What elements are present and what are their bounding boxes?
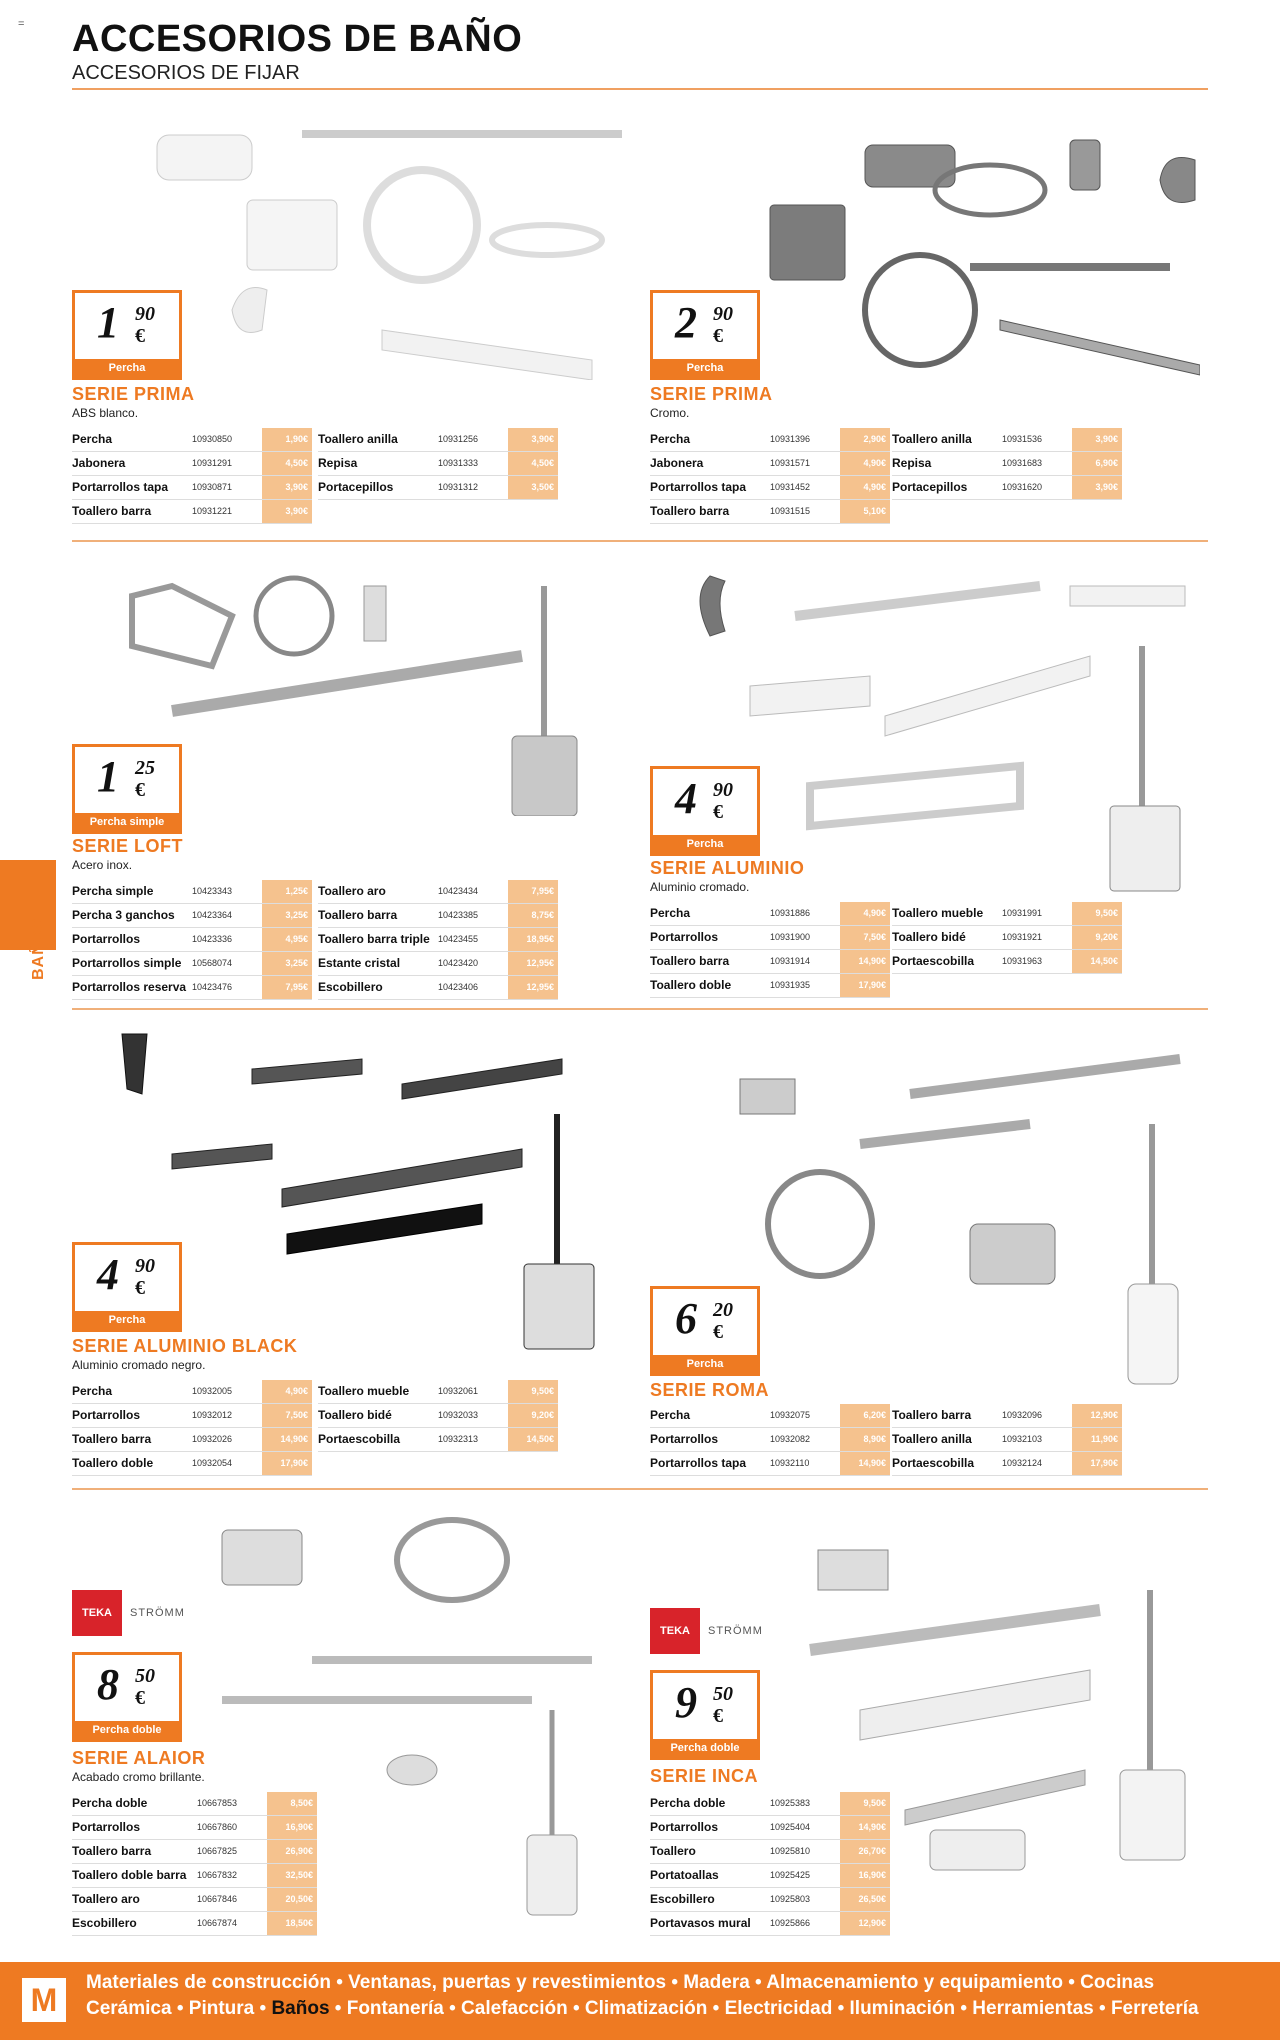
product-price: 4,50€ [508, 452, 558, 476]
product-code: 10423455 [438, 928, 508, 952]
price-tag [72, 1652, 182, 1742]
product-price: 4,50€ [262, 452, 312, 476]
product-price: 26,70€ [840, 1840, 890, 1864]
page-subtitle: ACCESORIOS DE FIJAR [72, 62, 300, 84]
product-price: 3,90€ [508, 428, 558, 452]
product-price: 8,75€ [508, 904, 558, 928]
product-table [72, 428, 312, 524]
serie-title: SERIE PRIMA [650, 384, 773, 404]
product-price: 12,95€ [508, 952, 558, 976]
product-code: 10931921 [1002, 926, 1072, 950]
product-price: 3,90€ [262, 500, 312, 524]
product-name: Portavasos mural [650, 1912, 770, 1936]
product-name: Portarrollos [72, 928, 192, 952]
product-price: 16,90€ [840, 1864, 890, 1888]
product-code: 10931256 [438, 428, 508, 452]
product-price: 11,90€ [1072, 1428, 1122, 1452]
product-code: 10932033 [438, 1404, 508, 1428]
footer-category-active: Baños [271, 1998, 330, 2019]
product-price: 9,20€ [1072, 926, 1122, 950]
product-price: 3,50€ [508, 476, 558, 500]
product-name: Toallero doble [72, 1452, 192, 1476]
product-code: 10423336 [192, 928, 262, 952]
product-code: 10931620 [1002, 476, 1072, 500]
product-table [650, 1792, 890, 1936]
product-code: 10925425 [770, 1864, 840, 1888]
product-name: Toallero doble barra [72, 1864, 197, 1888]
product-price: 8,90€ [840, 1428, 890, 1452]
product-name: Percha [650, 1404, 770, 1428]
product-table [318, 880, 558, 1000]
product-name: Jabonera [72, 452, 192, 476]
product-code: 10423343 [192, 880, 262, 904]
price-currency: € [713, 1705, 723, 1727]
product-price: 17,90€ [262, 1452, 312, 1476]
product-table [650, 1404, 890, 1476]
price-cents: 20 [713, 1299, 733, 1321]
price-label: Percha [75, 1311, 179, 1329]
product-code: 10931914 [770, 950, 840, 974]
section-divider [72, 540, 1208, 542]
product-name: Percha [72, 1380, 192, 1404]
section-divider [72, 1488, 1208, 1490]
product-price: 26,90€ [267, 1840, 317, 1864]
product-table [72, 1380, 312, 1476]
product-code: 10931935 [770, 974, 840, 998]
product-code: 10932096 [1002, 1404, 1072, 1428]
product-name: Percha doble [72, 1792, 197, 1816]
product-name: Jabonera [650, 452, 770, 476]
product-name: Portarrollos [72, 1404, 192, 1428]
product-name: Portarrollos [650, 1816, 770, 1840]
serie-title: SERIE INCA [650, 1766, 759, 1786]
product-name: Toallero barra [72, 1840, 197, 1864]
price-cents: 50 [135, 1665, 155, 1687]
price-cents: 90 [713, 779, 733, 801]
serie-title: SERIE LOFT [72, 836, 184, 856]
product-price: 8,50€ [267, 1792, 317, 1816]
product-section-aluminio-black [72, 1024, 622, 1484]
header-divider [72, 88, 1208, 90]
serie-description: Cromo. [650, 406, 690, 420]
product-code: 10423364 [192, 904, 262, 928]
product-code: 10931886 [770, 902, 840, 926]
product-section-alaior [72, 1500, 622, 1950]
product-price: 4,95€ [262, 928, 312, 952]
product-name: Toallero aro [72, 1888, 197, 1912]
product-section-roma [650, 1024, 1200, 1484]
product-code: 10931312 [438, 476, 508, 500]
product-price: 16,90€ [267, 1816, 317, 1840]
price-integer: 1 [97, 298, 119, 347]
product-name: Toallero mueble [318, 1380, 438, 1404]
product-price: 26,50€ [840, 1888, 890, 1912]
product-name: Percha [650, 902, 770, 926]
price-currency: € [713, 1321, 723, 1343]
product-code: 10925810 [770, 1840, 840, 1864]
price-integer: 2 [675, 298, 697, 347]
product-code: 10423385 [438, 904, 508, 928]
product-price: 17,90€ [1072, 1452, 1122, 1476]
product-name: Toallero anilla [318, 428, 438, 452]
product-table [72, 880, 312, 1000]
product-code: 10931396 [770, 428, 840, 452]
price-label: Percha doble [653, 1739, 757, 1757]
serie-title: SERIE ALUMINIO BLACK [72, 1336, 298, 1356]
product-code: 10931452 [770, 476, 840, 500]
product-name: Escobillero [650, 1888, 770, 1912]
product-price: 9,50€ [840, 1792, 890, 1816]
product-name: Percha simple [72, 880, 192, 904]
serie-title: SERIE ALAIOR [72, 1748, 206, 1768]
price-currency: € [135, 779, 145, 801]
product-price: 14,90€ [840, 1816, 890, 1840]
price-label: Percha [653, 1355, 757, 1373]
product-name: Escobillero [72, 1912, 197, 1936]
price-cents: 90 [135, 303, 155, 325]
product-name: Toallero barra [650, 500, 770, 524]
product-price: 18,95€ [508, 928, 558, 952]
product-code: 10932313 [438, 1428, 508, 1452]
product-table [892, 902, 1122, 974]
product-name: Toallero barra [318, 904, 438, 928]
product-name: Portacepillos [318, 476, 438, 500]
product-code: 10932082 [770, 1428, 840, 1452]
footer-categories-line2 [86, 1998, 1199, 2020]
product-name: Toallero barra triple [318, 928, 438, 952]
teka-logo: TEKA [72, 1590, 122, 1636]
price-cents: 90 [135, 1255, 155, 1277]
product-name: Percha [650, 428, 770, 452]
product-table [892, 428, 1122, 500]
price-currency: € [135, 1277, 145, 1299]
price-integer: 9 [675, 1678, 697, 1727]
product-name: Portarrollos [650, 1428, 770, 1452]
serie-title: SERIE ROMA [650, 1380, 770, 1400]
section-divider [72, 1008, 1208, 1010]
product-code: 10931291 [192, 452, 262, 476]
product-table [318, 428, 558, 500]
product-name: Toallero aro [318, 880, 438, 904]
price-integer: 6 [675, 1294, 697, 1343]
product-name: Portaescobilla [892, 950, 1002, 974]
product-code: 10932110 [770, 1452, 840, 1476]
price-currency: € [713, 801, 723, 823]
product-code: 10932061 [438, 1380, 508, 1404]
page-title: ACCESORIOS DE BAÑO [72, 18, 523, 60]
product-section-prima-white [72, 110, 622, 530]
product-code: 10667853 [197, 1792, 267, 1816]
product-price: 7,50€ [840, 926, 890, 950]
product-price: 3,25€ [262, 904, 312, 928]
stromm-logo: STRÖMM [708, 1625, 763, 1637]
product-name: Repisa [318, 452, 438, 476]
product-code: 10931515 [770, 500, 840, 524]
product-code: 10931900 [770, 926, 840, 950]
product-name: Toallero bidé [892, 926, 1002, 950]
serie-description: Aluminio cromado negro. [72, 1358, 206, 1372]
product-name: Portarrollos [72, 1816, 197, 1840]
product-code: 10423420 [438, 952, 508, 976]
teka-logo: TEKA [650, 1608, 700, 1654]
price-tag [650, 290, 760, 380]
serie-description: Acabado cromo brillante. [72, 1770, 205, 1784]
product-code: 10667832 [197, 1864, 267, 1888]
product-price: 18,50€ [267, 1912, 317, 1936]
product-name: Portarrollos simple [72, 952, 192, 976]
product-price: 4,90€ [840, 452, 890, 476]
product-price: 5,10€ [840, 500, 890, 524]
product-code: 10931221 [192, 500, 262, 524]
page-marker: = [18, 18, 25, 30]
product-price: 12,90€ [1072, 1404, 1122, 1428]
brand-logo [72, 1590, 185, 1636]
serie-description: ABS blanco. [72, 406, 139, 420]
brand-logo-m: M [22, 1978, 66, 2022]
product-name: Portatoallas [650, 1864, 770, 1888]
product-name: Toallero barra [72, 500, 192, 524]
price-tag [650, 766, 760, 856]
product-table [650, 428, 890, 524]
product-name: Toallero bidé [318, 1404, 438, 1428]
product-name: Toallero anilla [892, 428, 1002, 452]
product-code: 10925404 [770, 1816, 840, 1840]
serie-title: SERIE PRIMA [72, 384, 195, 404]
product-code: 10931683 [1002, 452, 1072, 476]
product-price: 3,25€ [262, 952, 312, 976]
footer-categories-post: • Fontanería • Calefacción • Climatización • Electricidad • Iluminación • Herramientas • Ferretería [329, 1998, 1199, 2019]
product-price: 9,50€ [1072, 902, 1122, 926]
product-name: Toallero barra [650, 950, 770, 974]
product-price: 6,90€ [1072, 452, 1122, 476]
product-name: Toallero doble [650, 974, 770, 998]
product-code: 10932012 [192, 1404, 262, 1428]
product-price: 9,20€ [508, 1404, 558, 1428]
price-currency: € [713, 325, 723, 347]
price-integer: 8 [97, 1660, 119, 1709]
product-code: 10667860 [197, 1816, 267, 1840]
product-code: 10932005 [192, 1380, 262, 1404]
product-code: 10925866 [770, 1912, 840, 1936]
product-name: Percha doble [650, 1792, 770, 1816]
price-currency: € [135, 325, 145, 347]
price-tag [650, 1286, 760, 1376]
price-tag [650, 1670, 760, 1760]
product-code: 10667846 [197, 1888, 267, 1912]
product-price: 17,90€ [840, 974, 890, 998]
brand-logo [650, 1608, 763, 1654]
price-tag [72, 1242, 182, 1332]
product-section-inca [650, 1500, 1200, 1950]
product-price: 2,90€ [840, 428, 890, 452]
product-price: 14,50€ [508, 1428, 558, 1452]
price-currency: € [135, 1687, 145, 1709]
product-code: 10932103 [1002, 1428, 1072, 1452]
product-table [650, 902, 890, 998]
product-code: 10931991 [1002, 902, 1072, 926]
price-label: Percha [653, 359, 757, 377]
footer-categories-pre: Cerámica • Pintura • [86, 1998, 272, 2019]
product-name: Portaescobilla [318, 1428, 438, 1452]
product-code: 10931571 [770, 452, 840, 476]
product-price: 12,90€ [840, 1912, 890, 1936]
product-name: Portarrollos [650, 926, 770, 950]
product-table [892, 1404, 1122, 1476]
product-code: 10423406 [438, 976, 508, 1000]
price-tag [72, 290, 182, 380]
price-cents: 50 [713, 1683, 733, 1705]
product-code: 10423476 [192, 976, 262, 1000]
price-label: Percha [75, 359, 179, 377]
product-name: Portarrollos tapa [650, 476, 770, 500]
product-price: 9,50€ [508, 1380, 558, 1404]
product-code: 10667825 [197, 1840, 267, 1864]
product-name: Estante cristal [318, 952, 438, 976]
product-price: 3,90€ [1072, 476, 1122, 500]
product-price: 12,95€ [508, 976, 558, 1000]
product-name: Percha 3 ganchos [72, 904, 192, 928]
product-name: Toallero barra [72, 1428, 192, 1452]
product-name: Portarrollos reserva [72, 976, 192, 1000]
price-tag [72, 744, 182, 834]
price-cents: 25 [135, 757, 155, 779]
product-name: Repisa [892, 452, 1002, 476]
price-label: Percha [653, 835, 757, 853]
product-code: 10931536 [1002, 428, 1072, 452]
product-price: 1,25€ [262, 880, 312, 904]
product-section-loft [72, 556, 622, 1006]
product-code: 10925383 [770, 1792, 840, 1816]
product-section-prima-chrome [650, 110, 1200, 530]
price-label: Percha doble [75, 1721, 179, 1739]
product-name: Toallero anilla [892, 1428, 1002, 1452]
product-name: Toallero mueble [892, 902, 1002, 926]
product-name: Portarrollos tapa [650, 1452, 770, 1476]
price-integer: 4 [675, 774, 697, 823]
stromm-logo: STRÖMM [130, 1607, 185, 1619]
serie-description: Aluminio cromado. [650, 880, 750, 894]
product-price: 4,90€ [262, 1380, 312, 1404]
price-integer: 1 [97, 752, 119, 801]
product-code: 10932075 [770, 1404, 840, 1428]
product-code: 10932026 [192, 1428, 262, 1452]
price-integer: 4 [97, 1250, 119, 1299]
serie-description: Acero inox. [72, 858, 133, 872]
product-table [318, 1380, 558, 1452]
product-code: 10930850 [192, 428, 262, 452]
product-price: 14,90€ [840, 950, 890, 974]
product-price: 4,90€ [840, 902, 890, 926]
footer-categories-line1: Materiales de construcción • Ventanas, puertas y revestimientos • Madera • Almacenamiento y equipamiento • Cocinas [86, 1972, 1155, 1993]
product-code: 10932054 [192, 1452, 262, 1476]
price-label: Percha simple [75, 813, 179, 831]
product-code: 10931333 [438, 452, 508, 476]
product-price: 3,90€ [1072, 428, 1122, 452]
product-price: 7,50€ [262, 1404, 312, 1428]
product-name: Percha [72, 428, 192, 452]
product-price: 14,50€ [1072, 950, 1122, 974]
product-name: Escobillero [318, 976, 438, 1000]
product-code: 10568074 [192, 952, 262, 976]
product-code: 10667874 [197, 1912, 267, 1936]
product-section-aluminio [650, 556, 1200, 1006]
product-price: 14,90€ [840, 1452, 890, 1476]
product-code: 10423434 [438, 880, 508, 904]
product-name: Portaescobilla [892, 1452, 1002, 1476]
product-name: Toallero [650, 1840, 770, 1864]
product-code: 10931963 [1002, 950, 1072, 974]
product-price: 1,90€ [262, 428, 312, 452]
product-code: 10925803 [770, 1888, 840, 1912]
category-label: BAÑOS [30, 917, 47, 980]
product-price: 14,90€ [262, 1428, 312, 1452]
product-code: 10930871 [192, 476, 262, 500]
product-name: Toallero barra [892, 1404, 1002, 1428]
product-price: 4,90€ [840, 476, 890, 500]
product-price: 3,90€ [262, 476, 312, 500]
product-code: 10932124 [1002, 1452, 1072, 1476]
serie-title: SERIE ALUMINIO [650, 858, 805, 878]
product-price: 7,95€ [508, 880, 558, 904]
product-price: 6,20€ [840, 1404, 890, 1428]
product-name: Portarrollos tapa [72, 476, 192, 500]
product-table [72, 1792, 317, 1936]
product-name: Portacepillos [892, 476, 1002, 500]
price-cents: 90 [713, 303, 733, 325]
product-price: 20,50€ [267, 1888, 317, 1912]
product-price: 7,95€ [262, 976, 312, 1000]
product-price: 32,50€ [267, 1864, 317, 1888]
